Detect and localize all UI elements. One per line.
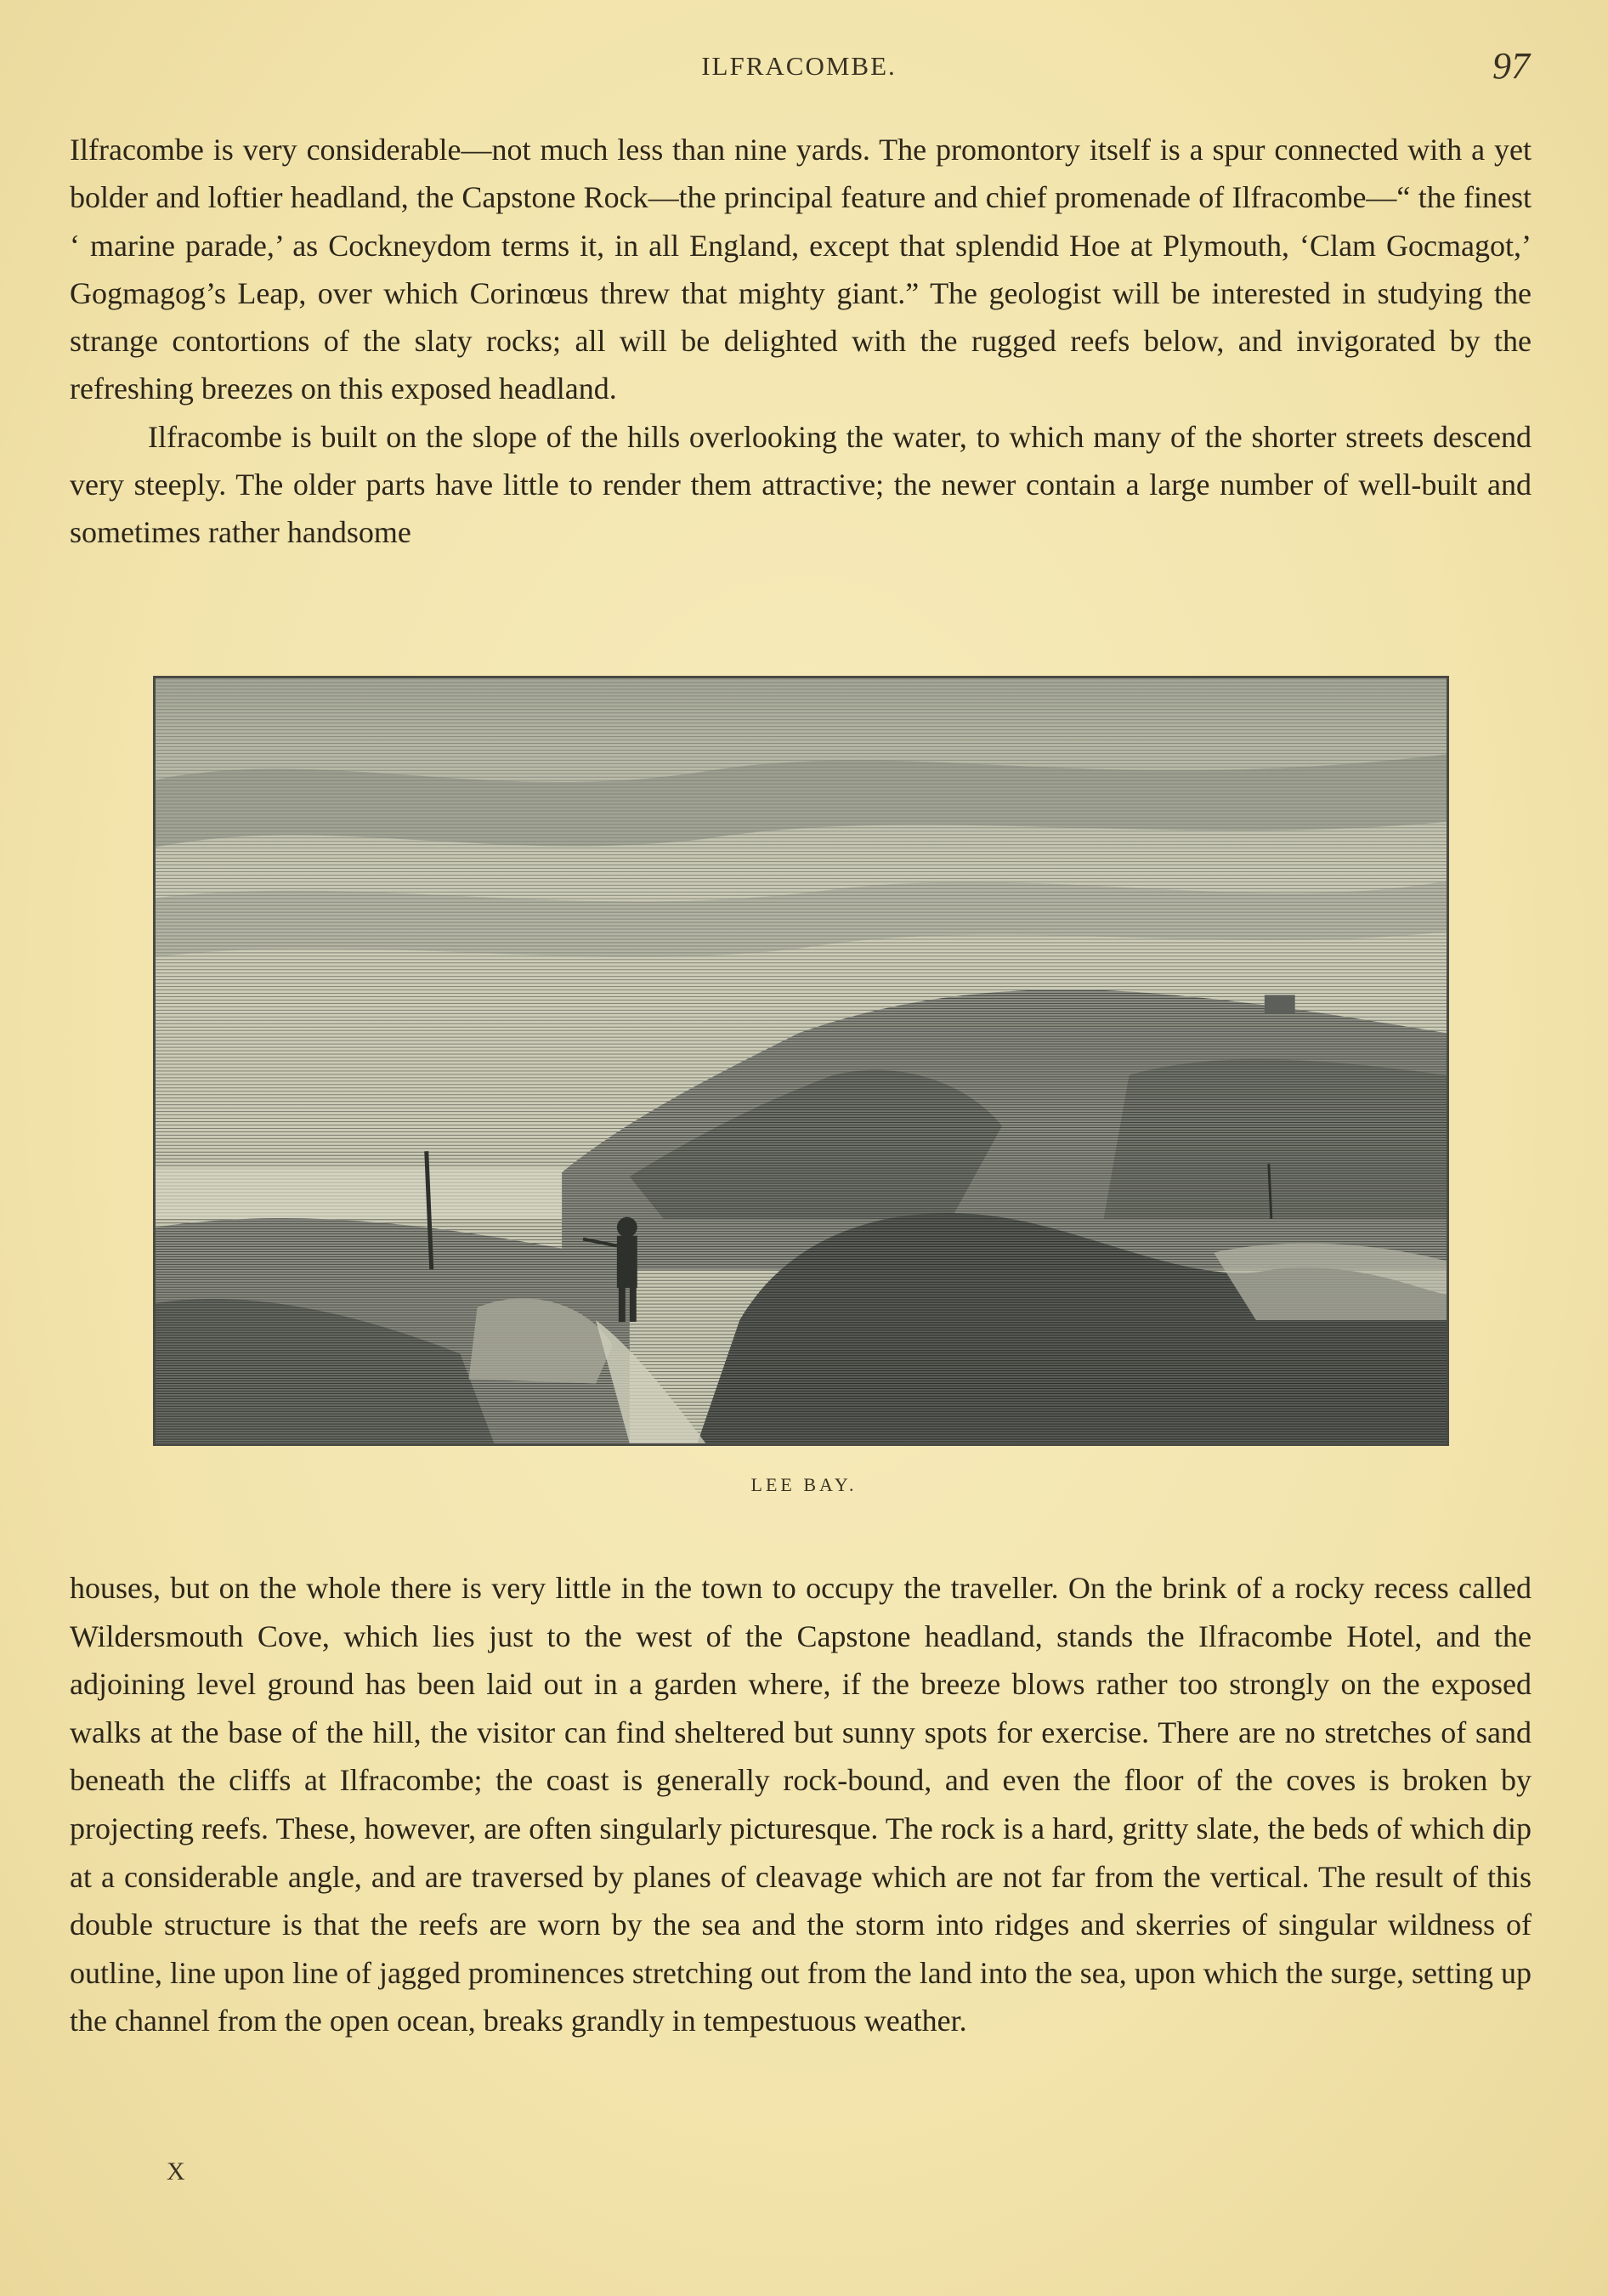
page-header [68,45,1530,99]
figure-caption: LEE BAY. [750,1474,858,1495]
text-block-bottom [70,1564,1532,2045]
paragraph: Ilfracombe is built on the slope of the hills overlooking the water, to which many of the shorter streets descend very steeply. The older parts have little to render them attractive; the newer contain a large number of well-built and sometimes rather handsome [70,419,1532,550]
lee-bay-engraving [156,678,1447,1443]
page-number: 97 [1492,45,1530,87]
paragraph: Ilfracombe is very considerable—not much less than nine yards. The promontory itself is a spur connected with a yet bolder and loftier headland, the Capstone Rock—the principal feature and chief promenade of Ilfracombe—“ the finest ‘ marine parade,’ as Cockneydom terms it, in all England, except that splendid Hoe at Plymouth, ‘Clam Gocmagot,’ Gogmagog’s Leap, over which Corinœus threw that mighty giant.” The geologist will be interested in studying the strange contortions of the slaty rocks; all will be delighted with the rugged reefs below, and invigorated by the refreshing breezes on this exposed headland. [70,133,1532,406]
engraving-illustration [153,676,1449,1446]
signature-mark: X [167,2157,185,2185]
paragraph: houses, but on the whole there is very little in the town to occupy the traveller. On the brink of a rocky recess called Wildersmouth Cove, which lies just to the west of the Capstone headland, stands the Ilfracombe Hotel, and the adjoining level ground has been laid out in a garden where, if the breeze blows rather too strongly on the exposed walks at the base of the hill, the visitor can find sheltered but sunny spots for exercise. There are no stretches of sand beneath the cliffs at Ilfracombe; the coast is generally rock-bound, and even the floor of the coves is broken by projecting reefs. These, however, are often singularly picturesque. The rock is a hard, gritty slate, the beds of which dip at a considerable angle, and are traversed by planes of cleavage which are not far from the vertical. The result of this double structure is that the reefs are worn by the sea and the storm into ridges and skerries of singular wildness of outline, line upon line of jagged prominences stretching out from the land into the sea, upon which the surge, setting up the channel from the open ocean, breaks grandly in tempestuous weather. [70,1571,1532,2038]
running-head: ILFRACOMBE. [701,51,897,81]
text-block-top [70,126,1532,557]
